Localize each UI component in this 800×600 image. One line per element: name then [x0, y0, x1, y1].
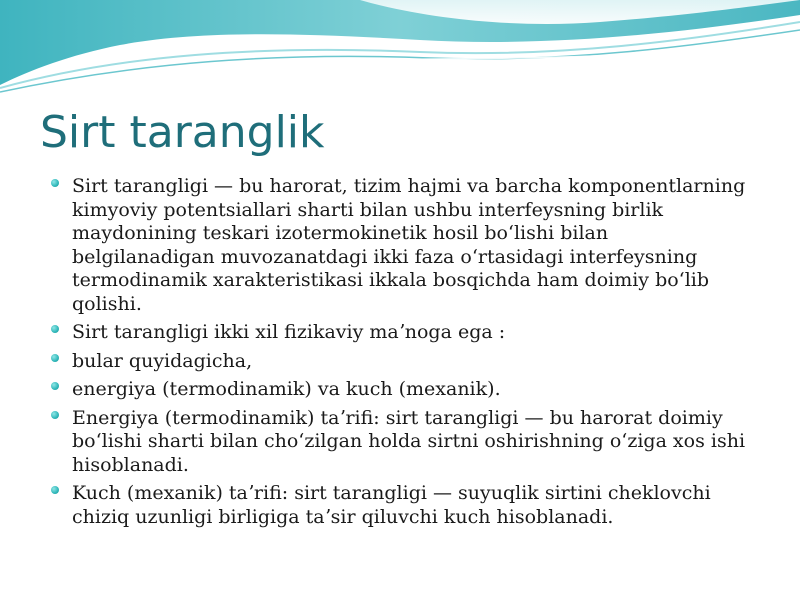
- header-wave-decoration: [0, 0, 800, 100]
- teal-dot-icon: [51, 354, 59, 362]
- bullet-text: Kuch (mexanik) taʼrifi: sirt tarangligi — suyuqlik sirtini cheklovchi chiziq uzunligi birligiga taʼsir qiluvchi kuch hisoblanadi.: [72, 482, 711, 528]
- teal-dot-icon: [51, 486, 59, 494]
- bullet-text: Sirt tarangligi — bu harorat, tizim hajmi va barcha komponentlarning kimyoviy potentsiallari sharti bilan ushbu interfeysning birlik maydonining teskari izotermokinetik hosil boʻlishi bilan belgilanadigan muvozanatdagi ikki faza oʻrtasidagi interfeysning termodinamik xarakteristikasi ikkala bosqichda ham doimiy boʻlib qolishi.: [72, 175, 746, 315]
- bullet-list: [51, 175, 751, 534]
- bullet-text: Energiya (termodinamik) taʼrifi: sirt tarangligi — bu harorat doimiy boʻlishi sharti bilan choʻzilgan holda sirtni oshirishning oʻziga xos ishi hisoblanadi.: [72, 406, 746, 476]
- teal-dot-icon: [51, 411, 59, 419]
- slide-title: Sirt taranglik: [40, 107, 325, 158]
- bullet-item-2: [51, 321, 751, 345]
- bullet-item-6: [51, 482, 751, 529]
- bullet-text: bular quyidagicha,: [72, 349, 253, 372]
- bullet-item-5: [51, 407, 751, 478]
- bullet-text: Sirt tarangligi ikki xil fizikaviy maʼnoga ega :: [72, 321, 506, 343]
- bullet-item-1: [51, 175, 751, 316]
- bullet-text: energiya (termodinamik) va kuch (mexanik).: [72, 378, 501, 400]
- bullet-item-3: [51, 350, 751, 374]
- teal-dot-icon: [51, 179, 59, 187]
- teal-dot-icon: [51, 325, 59, 333]
- bullet-item-4: [51, 378, 751, 402]
- teal-dot-icon: [51, 382, 59, 390]
